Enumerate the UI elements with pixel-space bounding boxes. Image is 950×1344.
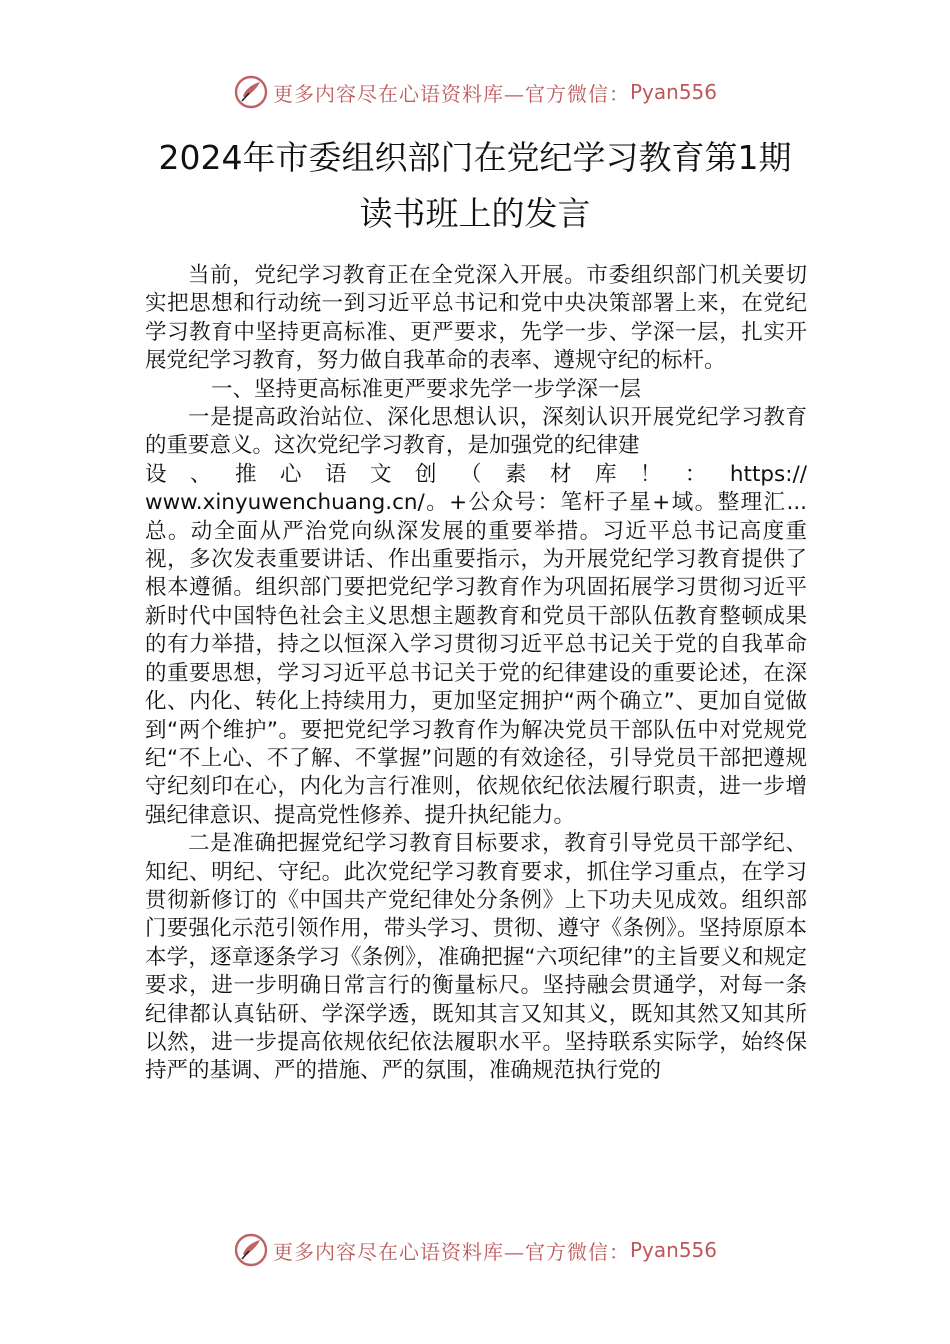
paragraph-point-1-start: 一是提高政治站位、深化思想认识，深刻认识开展党纪学习教育的重要意义。这次党纪学习教育，是加强党的纪律建 bbox=[145, 405, 807, 459]
section-heading-1: 一、坚持更高标准更严要求先学一步学深一层 bbox=[211, 376, 642, 402]
paragraph-point-1-url-line: 设 、 推 心 语 文 创 （ 素 材 库 ！ ： https:// bbox=[145, 461, 807, 487]
paragraph-point-1-rest: www.xinyuwenchuang.cn/。+公众号：笔杆子星+域。整理汇...总。动全面从严治党向纵深发展的重要举措。习近平总书记高度重视，多次发表重要讲话、作出重要指示，为开展党纪学习教育提供了根本遵循。组织部门要把党纪学习教育作为巩固拓展学习贯彻习近平新时代中国特色社会主义思想主题教育和党员干部队伍教育整顿成果的有力举措，持之以恒深入学习贯彻习近平总书记关于党的自我革命的重要思想，学习习近平总书记关于党的纪律建设的重要论述，在深化、内化、转化上持续用力，更加坚定拥护“两个确立”、更加自觉做到“两个维护”。要把党纪学习教育作为解决党员干部队伍中对党规党纪“不上心、不了解、不掌握”问题的有效途径，引导党员干部把遵规守纪刻印在心，内化为言行准则，依规依纪依法履行职责，进一步增强纪律意识、提高党性修养、提升执纪能力。 bbox=[145, 490, 807, 828]
paragraph-point-2: 二是准确把握党纪学习教育目标要求，教育引导党员干部学纪、知纪、明纪、守纪。此次党纪学习教育要求，抓住学习重点，在学习贯彻新修订的《中国共产党纪律处分条例》上下功夫见成效。组织部门要强化示范引领作用，带头学习、贯彻、遵守《条例》。坚持原原本本学，逐章逐条学习《条例》，准确把握“六项纪律”的主旨要义和规定要求，进一步明确日常言行的衡量标尺。坚持融会贯通学，对每一条纪律都认真钻研、学深学透，既知其言又知其义，既知其然又知其所以然，进一步提高依规依纪依法履职水平。坚持联系实际学，始终保持严的基调、严的措施、严的氛围，准确规范执行党的 bbox=[145, 831, 807, 1084]
header-banner bbox=[0, 70, 950, 114]
footer-banner bbox=[0, 1228, 950, 1272]
banner-wechat-id: Pyan556 bbox=[629, 1238, 717, 1262]
document-title bbox=[120, 130, 830, 242]
quill-heart-logo-icon bbox=[233, 1232, 269, 1268]
banner-text: 更多内容尽在心语资料库—官方微信： bbox=[272, 81, 630, 106]
document-body bbox=[145, 262, 807, 1086]
title-line-2: 读书班上的发言 bbox=[359, 194, 591, 233]
paragraph-intro: 当前，党纪学习教育正在全党深入开展。市委组织部门机关要切实把思想和行动统一到习近平总书记和党中央决策部署上来，在党纪学习教育中坚持更高标准、更严要求，先学一步、学深一层，扎实开展党纪学习教育，努力做自我革命的表率、遵规守纪的标杆。 bbox=[145, 263, 807, 374]
title-line-1: 2024年市委组织部门在党纪学习教育第1期 bbox=[158, 138, 792, 177]
banner-text: 更多内容尽在心语资料库—官方微信： bbox=[272, 1239, 630, 1264]
quill-heart-logo-icon bbox=[233, 74, 269, 110]
banner-wechat-id: Pyan556 bbox=[629, 80, 717, 104]
